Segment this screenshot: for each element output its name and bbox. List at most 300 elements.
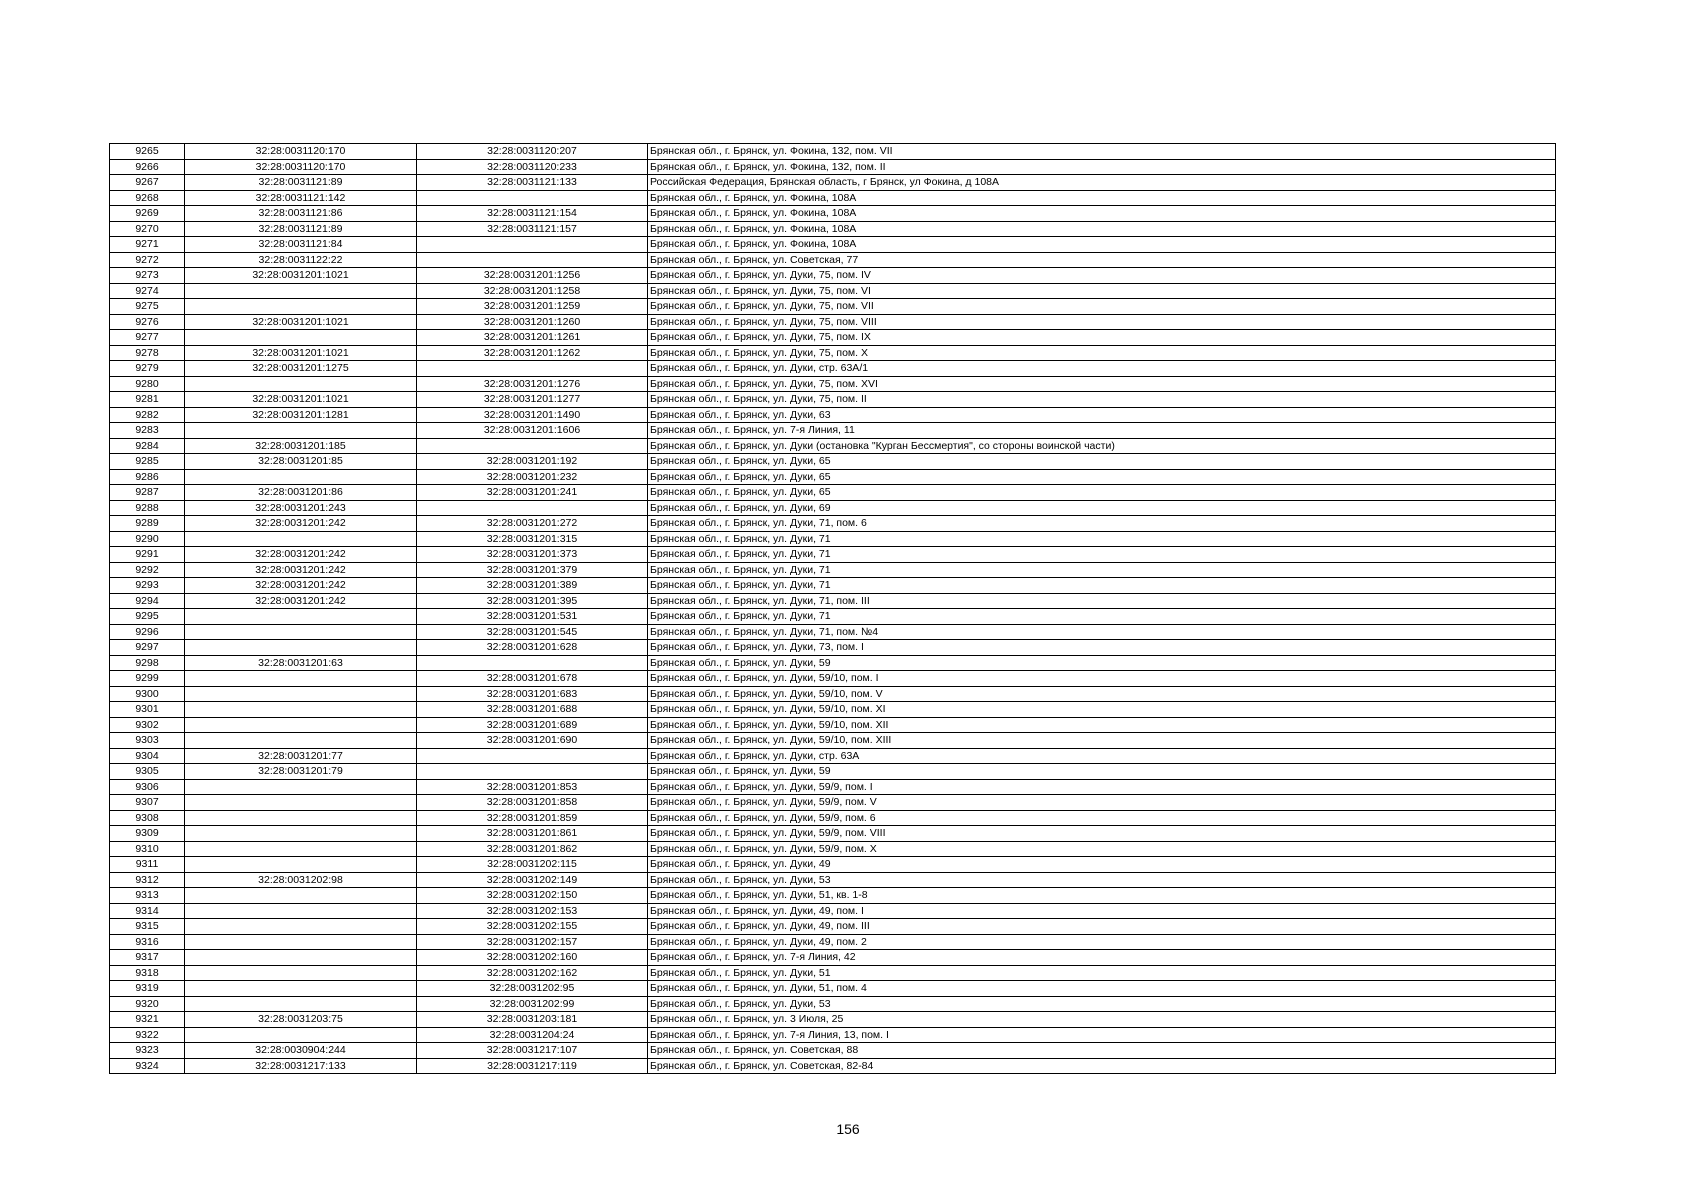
address-cell: Брянская обл., г. Брянск, ул. Дуки, 75, пом. VI [648,283,1556,299]
row-number-cell: 9283 [110,423,185,439]
parcel-cadastral-cell: 32:28:0031217:133 [185,1058,417,1074]
address-cell: Брянская обл., г. Брянск, ул. 7-я Линия, 42 [648,950,1556,966]
parcel-cadastral-cell [185,717,417,733]
object-cadastral-cell: 32:28:0031201:1277 [417,392,648,408]
parcel-cadastral-cell [185,376,417,392]
parcel-cadastral-cell [185,469,417,485]
object-cadastral-cell: 32:28:0031121:154 [417,206,648,222]
address-cell: Брянская обл., г. Брянск, ул. Советская, 88 [648,1043,1556,1059]
address-cell: Брянская обл., г. Брянск, ул. Дуки, 75, пом. VIII [648,314,1556,330]
row-number-cell: 9276 [110,314,185,330]
table-row [110,655,1556,671]
object-cadastral-cell: 32:28:0031201:531 [417,609,648,625]
row-number-cell: 9297 [110,640,185,656]
row-number-cell: 9277 [110,330,185,346]
address-cell: Брянская обл., г. Брянск, ул. Дуки, 71 [648,562,1556,578]
parcel-cadastral-cell [185,810,417,826]
row-number-cell: 9290 [110,531,185,547]
row-number-cell: 9267 [110,175,185,191]
address-cell: Брянская обл., г. Брянск, ул. Дуки (остановка "Курган Бессмертия", со стороны воинской части) [648,438,1556,454]
address-cell: Брянская обл., г. Брянск, ул. Дуки, стр. 63А/1 [648,361,1556,377]
parcel-cadastral-cell [185,1027,417,1043]
row-number-cell: 9318 [110,965,185,981]
table-row [110,872,1556,888]
table-row [110,593,1556,609]
object-cadastral-cell [417,190,648,206]
object-cadastral-cell: 32:28:0031201:689 [417,717,648,733]
table-row [110,407,1556,423]
parcel-cadastral-cell: 32:28:0031201:1021 [185,392,417,408]
address-cell: Брянская обл., г. Брянск, ул. Фокина, 132, пом. II [648,159,1556,175]
object-cadastral-cell: 32:28:0031201:690 [417,733,648,749]
table-row [110,485,1556,501]
table-row [110,640,1556,656]
row-number-cell: 9292 [110,562,185,578]
registry-table [109,143,1556,1074]
row-number-cell: 9291 [110,547,185,563]
address-cell: Брянская обл., г. Брянск, ул. Дуки, 71, пом. III [648,593,1556,609]
address-cell: Брянская обл., г. Брянск, ул. Дуки, 53 [648,872,1556,888]
object-cadastral-cell: 32:28:0031201:1259 [417,299,648,315]
address-cell: Брянская обл., г. Брянск, ул. Дуки, 65 [648,454,1556,470]
table-row [110,423,1556,439]
object-cadastral-cell: 32:28:0031202:160 [417,950,648,966]
parcel-cadastral-cell: 32:28:0031201:242 [185,578,417,594]
object-cadastral-cell: 32:28:0031202:149 [417,872,648,888]
table-row [110,516,1556,532]
table-row [110,934,1556,950]
parcel-cadastral-cell: 32:28:0031120:170 [185,159,417,175]
parcel-cadastral-cell: 32:28:0031201:242 [185,593,417,609]
parcel-cadastral-cell: 32:28:0031121:89 [185,221,417,237]
parcel-cadastral-cell: 32:28:0031201:1021 [185,268,417,284]
row-number-cell: 9307 [110,795,185,811]
parcel-cadastral-cell: 32:28:0031122:22 [185,252,417,268]
row-number-cell: 9314 [110,903,185,919]
row-number-cell: 9281 [110,392,185,408]
parcel-cadastral-cell [185,903,417,919]
object-cadastral-cell: 32:28:0031201:859 [417,810,648,826]
object-cadastral-cell: 32:28:0031201:241 [417,485,648,501]
table-row [110,841,1556,857]
table-row [110,1012,1556,1028]
parcel-cadastral-cell [185,671,417,687]
object-cadastral-cell [417,748,648,764]
address-cell: Брянская обл., г. Брянск, ул. Дуки, 71 [648,531,1556,547]
table-row [110,283,1556,299]
table-row [110,299,1556,315]
object-cadastral-cell [417,764,648,780]
parcel-cadastral-cell: 32:28:0031202:98 [185,872,417,888]
address-cell: Брянская обл., г. Брянск, ул. 7-я Линия, 11 [648,423,1556,439]
table-row [110,562,1556,578]
row-number-cell: 9295 [110,609,185,625]
address-cell: Брянская обл., г. Брянск, ул. Дуки, 59/9, пом. VIII [648,826,1556,842]
registry-table-body [110,144,1556,1074]
object-cadastral-cell: 32:28:0031201:1256 [417,268,648,284]
object-cadastral-cell [417,361,648,377]
row-number-cell: 9269 [110,206,185,222]
address-cell: Брянская обл., г. Брянск, ул. Дуки, 75, пом. IX [648,330,1556,346]
table-row [110,888,1556,904]
address-cell: Брянская обл., г. Брянск, ул. Дуки, 75, пом. VII [648,299,1556,315]
address-cell: Брянская обл., г. Брянск, ул. Дуки, 71, пом. №4 [648,624,1556,640]
object-cadastral-cell: 32:28:0031201:861 [417,826,648,842]
address-cell: Брянская обл., г. Брянск, ул. Фокина, 108А [648,237,1556,253]
row-number-cell: 9272 [110,252,185,268]
address-cell: Брянская обл., г. Брянск, ул. Фокина, 108А [648,221,1556,237]
row-number-cell: 9317 [110,950,185,966]
parcel-cadastral-cell [185,299,417,315]
address-cell: Брянская обл., г. Брянск, ул. Дуки, 59/10, пом. V [648,686,1556,702]
parcel-cadastral-cell: 32:28:0031201:243 [185,500,417,516]
table-row [110,996,1556,1012]
object-cadastral-cell: 32:28:0031201:272 [417,516,648,532]
table-row [110,919,1556,935]
table-row [110,748,1556,764]
table-row [110,764,1556,780]
row-number-cell: 9316 [110,934,185,950]
address-cell: Брянская обл., г. Брянск, ул. Дуки, 49, пом. III [648,919,1556,935]
object-cadastral-cell: 32:28:0031203:181 [417,1012,648,1028]
address-cell: Российская Федерация, Брянская область, г Брянск, ул Фокина, д 108А [648,175,1556,191]
address-cell: Брянская обл., г. Брянск, ул. Дуки, 65 [648,485,1556,501]
address-cell: Брянская обл., г. Брянск, ул. Дуки, 59/9, пом. 6 [648,810,1556,826]
address-cell: Брянская обл., г. Брянск, ул. Дуки, 59/10, пом. XIII [648,733,1556,749]
row-number-cell: 9288 [110,500,185,516]
table-row [110,671,1556,687]
row-number-cell: 9296 [110,624,185,640]
object-cadastral-cell: 32:28:0031202:150 [417,888,648,904]
table-row [110,1027,1556,1043]
parcel-cadastral-cell [185,283,417,299]
object-cadastral-cell: 32:28:0031201:545 [417,624,648,640]
table-row [110,454,1556,470]
object-cadastral-cell: 32:28:0031217:119 [417,1058,648,1074]
parcel-cadastral-cell: 32:28:0031203:75 [185,1012,417,1028]
table-row [110,950,1556,966]
row-number-cell: 9311 [110,857,185,873]
parcel-cadastral-cell [185,996,417,1012]
address-cell: Брянская обл., г. Брянск, ул. Дуки, стр. 63А [648,748,1556,764]
address-cell: Брянская обл., г. Брянск, ул. Дуки, 51, пом. 4 [648,981,1556,997]
table-row [110,609,1556,625]
address-cell: Брянская обл., г. Брянск, ул. Дуки, 75, пом. II [648,392,1556,408]
parcel-cadastral-cell [185,330,417,346]
row-number-cell: 9324 [110,1058,185,1074]
parcel-cadastral-cell: 32:28:0030904:244 [185,1043,417,1059]
object-cadastral-cell: 32:28:0031201:1276 [417,376,648,392]
page-number: 156 [836,1121,860,1137]
address-cell: Брянская обл., г. Брянск, ул. Дуки, 49, пом. 2 [648,934,1556,950]
row-number-cell: 9302 [110,717,185,733]
table-row [110,826,1556,842]
object-cadastral-cell: 32:28:0031201:395 [417,593,648,609]
parcel-cadastral-cell: 32:28:0031201:63 [185,655,417,671]
object-cadastral-cell: 32:28:0031201:232 [417,469,648,485]
object-cadastral-cell: 32:28:0031201:379 [417,562,648,578]
object-cadastral-cell [417,655,648,671]
address-cell: Брянская обл., г. Брянск, ул. Дуки, 51 [648,965,1556,981]
parcel-cadastral-cell [185,733,417,749]
parcel-cadastral-cell: 32:28:0031201:242 [185,516,417,532]
table-row [110,686,1556,702]
row-number-cell: 9315 [110,919,185,935]
object-cadastral-cell: 32:28:0031201:683 [417,686,648,702]
row-number-cell: 9286 [110,469,185,485]
object-cadastral-cell: 32:28:0031201:1261 [417,330,648,346]
table-row [110,175,1556,191]
address-cell: Брянская обл., г. Брянск, ул. Дуки, 71, пом. 6 [648,516,1556,532]
object-cadastral-cell: 32:28:0031204:24 [417,1027,648,1043]
table-row [110,779,1556,795]
parcel-cadastral-cell: 32:28:0031201:1021 [185,314,417,330]
address-cell: Брянская обл., г. Брянск, ул. Дуки, 71 [648,578,1556,594]
address-cell: Брянская обл., г. Брянск, ул. Дуки, 49 [648,857,1556,873]
parcel-cadastral-cell: 32:28:0031201:242 [185,547,417,563]
object-cadastral-cell: 32:28:0031201:1258 [417,283,648,299]
table-row [110,314,1556,330]
parcel-cadastral-cell [185,841,417,857]
table-row [110,252,1556,268]
row-number-cell: 9313 [110,888,185,904]
object-cadastral-cell [417,500,648,516]
row-number-cell: 9270 [110,221,185,237]
row-number-cell: 9308 [110,810,185,826]
parcel-cadastral-cell: 32:28:0031201:242 [185,562,417,578]
row-number-cell: 9303 [110,733,185,749]
object-cadastral-cell: 32:28:0031201:862 [417,841,648,857]
row-number-cell: 9266 [110,159,185,175]
object-cadastral-cell: 32:28:0031201:192 [417,454,648,470]
parcel-cadastral-cell [185,609,417,625]
object-cadastral-cell: 32:28:0031201:373 [417,547,648,563]
parcel-cadastral-cell [185,888,417,904]
address-cell: Брянская обл., г. Брянск, ул. Дуки, 75, пом. IV [648,268,1556,284]
row-number-cell: 9305 [110,764,185,780]
address-cell: Брянская обл., г. Брянск, ул. Советская, 82-84 [648,1058,1556,1074]
table-row [110,190,1556,206]
row-number-cell: 9306 [110,779,185,795]
address-cell: Брянская обл., г. Брянск, ул. Дуки, 49, пом. I [648,903,1556,919]
object-cadastral-cell: 32:28:0031202:153 [417,903,648,919]
row-number-cell: 9320 [110,996,185,1012]
table-row [110,237,1556,253]
row-number-cell: 9282 [110,407,185,423]
object-cadastral-cell: 32:28:0031201:1606 [417,423,648,439]
parcel-cadastral-cell [185,624,417,640]
object-cadastral-cell [417,252,648,268]
table-row [110,702,1556,718]
row-number-cell: 9299 [110,671,185,687]
table-row [110,965,1556,981]
object-cadastral-cell: 32:28:0031201:315 [417,531,648,547]
address-cell: Брянская обл., г. Брянск, ул. Дуки, 51, кв. 1-8 [648,888,1556,904]
address-cell: Брянская обл., г. Брянск, ул. Дуки, 59/10, пом. I [648,671,1556,687]
object-cadastral-cell: 32:28:0031201:853 [417,779,648,795]
table-row [110,857,1556,873]
table-row [110,578,1556,594]
parcel-cadastral-cell [185,702,417,718]
row-number-cell: 9301 [110,702,185,718]
table-row [110,1043,1556,1059]
object-cadastral-cell: 32:28:0031202:99 [417,996,648,1012]
object-cadastral-cell: 32:28:0031120:207 [417,144,648,160]
address-cell: Брянская обл., г. Брянск, ул. Дуки, 59 [648,655,1556,671]
row-number-cell: 9289 [110,516,185,532]
parcel-cadastral-cell [185,981,417,997]
row-number-cell: 9285 [110,454,185,470]
parcel-cadastral-cell [185,919,417,935]
table-row [110,903,1556,919]
object-cadastral-cell: 32:28:0031202:115 [417,857,648,873]
row-number-cell: 9284 [110,438,185,454]
table-row [110,624,1556,640]
parcel-cadastral-cell: 32:28:0031201:1275 [185,361,417,377]
table-row [110,810,1556,826]
parcel-cadastral-cell: 32:28:0031201:86 [185,485,417,501]
table-row [110,438,1556,454]
row-number-cell: 9280 [110,376,185,392]
row-number-cell: 9304 [110,748,185,764]
address-cell: Брянская обл., г. Брянск, ул. 7-я Линия, 13, пом. I [648,1027,1556,1043]
parcel-cadastral-cell [185,965,417,981]
address-cell: Брянская обл., г. Брянск, ул. Дуки, 71 [648,547,1556,563]
row-number-cell: 9271 [110,237,185,253]
parcel-cadastral-cell: 32:28:0031121:89 [185,175,417,191]
object-cadastral-cell: 32:28:0031202:95 [417,981,648,997]
parcel-cadastral-cell [185,686,417,702]
table-row [110,144,1556,160]
row-number-cell: 9323 [110,1043,185,1059]
table-row [110,500,1556,516]
parcel-cadastral-cell: 32:28:0031201:1281 [185,407,417,423]
parcel-cadastral-cell: 32:28:0031201:77 [185,748,417,764]
table-row [110,159,1556,175]
table-row [110,376,1556,392]
address-cell: Брянская обл., г. Брянск, ул. Дуки, 75, пом. XVI [648,376,1556,392]
parcel-cadastral-cell: 32:28:0031121:86 [185,206,417,222]
table-row [110,361,1556,377]
row-number-cell: 9287 [110,485,185,501]
address-cell: Брянская обл., г. Брянск, ул. Дуки, 59 [648,764,1556,780]
row-number-cell: 9310 [110,841,185,857]
parcel-cadastral-cell: 32:28:0031120:170 [185,144,417,160]
parcel-cadastral-cell [185,423,417,439]
object-cadastral-cell: 32:28:0031201:1490 [417,407,648,423]
row-number-cell: 9293 [110,578,185,594]
parcel-cadastral-cell: 32:28:0031201:79 [185,764,417,780]
table-row [110,221,1556,237]
parcel-cadastral-cell [185,934,417,950]
object-cadastral-cell: 32:28:0031202:157 [417,934,648,950]
row-number-cell: 9321 [110,1012,185,1028]
address-cell: Брянская обл., г. Брянск, ул. Дуки, 65 [648,469,1556,485]
address-cell: Брянская обл., г. Брянск, ул. Дуки, 63 [648,407,1556,423]
address-cell: Брянская обл., г. Брянск, ул. Дуки, 59/9, пом. I [648,779,1556,795]
object-cadastral-cell: 32:28:0031121:133 [417,175,648,191]
object-cadastral-cell [417,438,648,454]
row-number-cell: 9300 [110,686,185,702]
address-cell: Брянская обл., г. Брянск, ул. Дуки, 59/10, пом. XI [648,702,1556,718]
object-cadastral-cell: 32:28:0031201:628 [417,640,648,656]
row-number-cell: 9265 [110,144,185,160]
address-cell: Брянская обл., г. Брянск, ул. Дуки, 69 [648,500,1556,516]
table-row [110,981,1556,997]
table-row [110,268,1556,284]
parcel-cadastral-cell [185,795,417,811]
address-cell: Брянская обл., г. Брянск, ул. Дуки, 53 [648,996,1556,1012]
row-number-cell: 9268 [110,190,185,206]
object-cadastral-cell: 32:28:0031201:389 [417,578,648,594]
table-row [110,547,1556,563]
address-cell: Брянская обл., г. Брянск, ул. Фокина, 108А [648,206,1556,222]
table-row [110,330,1556,346]
parcel-cadastral-cell: 32:28:0031201:1021 [185,345,417,361]
object-cadastral-cell: 32:28:0031121:157 [417,221,648,237]
address-cell: Брянская обл., г. Брянск, ул. Дуки, 73, пом. I [648,640,1556,656]
parcel-cadastral-cell [185,779,417,795]
object-cadastral-cell: 32:28:0031201:688 [417,702,648,718]
address-cell: Брянская обл., г. Брянск, ул. Советская, 77 [648,252,1556,268]
table-row [110,392,1556,408]
object-cadastral-cell [417,237,648,253]
parcel-cadastral-cell [185,531,417,547]
address-cell: Брянская обл., г. Брянск, ул. Дуки, 59/10, пом. XII [648,717,1556,733]
parcel-cadastral-cell [185,826,417,842]
object-cadastral-cell: 32:28:0031202:162 [417,965,648,981]
table-row [110,469,1556,485]
row-number-cell: 9294 [110,593,185,609]
row-number-cell: 9274 [110,283,185,299]
row-number-cell: 9278 [110,345,185,361]
row-number-cell: 9309 [110,826,185,842]
parcel-cadastral-cell [185,857,417,873]
parcel-cadastral-cell: 32:28:0031121:84 [185,237,417,253]
address-cell: Брянская обл., г. Брянск, ул. Дуки, 59/9, пом. V [648,795,1556,811]
table-row [110,1058,1556,1074]
row-number-cell: 9319 [110,981,185,997]
table-row [110,795,1556,811]
object-cadastral-cell: 32:28:0031201:858 [417,795,648,811]
table-row [110,206,1556,222]
table-row [110,531,1556,547]
parcel-cadastral-cell: 32:28:0031201:185 [185,438,417,454]
object-cadastral-cell: 32:28:0031217:107 [417,1043,648,1059]
row-number-cell: 9279 [110,361,185,377]
object-cadastral-cell: 32:28:0031202:155 [417,919,648,935]
row-number-cell: 9273 [110,268,185,284]
address-cell: Брянская обл., г. Брянск, ул. Дуки, 75, пом. X [648,345,1556,361]
parcel-cadastral-cell: 32:28:0031121:142 [185,190,417,206]
row-number-cell: 9298 [110,655,185,671]
row-number-cell: 9312 [110,872,185,888]
address-cell: Брянская обл., г. Брянск, ул. Дуки, 71 [648,609,1556,625]
object-cadastral-cell: 32:28:0031201:1260 [417,314,648,330]
table-row [110,717,1556,733]
address-cell: Брянская обл., г. Брянск, ул. Фокина, 132, пом. VII [648,144,1556,160]
object-cadastral-cell: 32:28:0031201:1262 [417,345,648,361]
parcel-cadastral-cell: 32:28:0031201:85 [185,454,417,470]
row-number-cell: 9322 [110,1027,185,1043]
object-cadastral-cell: 32:28:0031201:678 [417,671,648,687]
address-cell: Брянская обл., г. Брянск, ул. Дуки, 59/9, пом. X [648,841,1556,857]
row-number-cell: 9275 [110,299,185,315]
address-cell: Брянская обл., г. Брянск, ул. Фокина, 108А [648,190,1556,206]
parcel-cadastral-cell [185,950,417,966]
object-cadastral-cell: 32:28:0031120:233 [417,159,648,175]
parcel-cadastral-cell [185,640,417,656]
